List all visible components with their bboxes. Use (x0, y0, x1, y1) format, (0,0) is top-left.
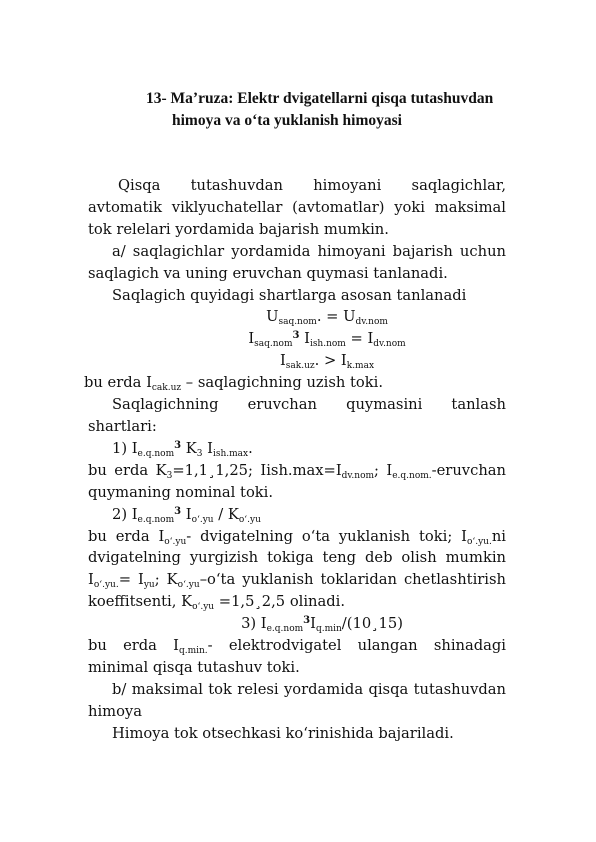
conditions-intro: Saqlagich quyidagi shartlarga asosan tanlanadi (112, 286, 467, 304)
where-breaking-current: bu erda $I_{cak.uz}$ – saqlagichning uzish toki. (84, 374, 384, 394)
lecture-title-line1: 13- Ma’ruza: Elektr dvigatellarni qisqa tutashuvdan (146, 90, 494, 107)
formula-current-nominal: $I_{saq.nom}^3$ $I_{ish.nom} = I_{dv.nom}$ (248, 330, 406, 350)
where-condition-3: bu erda $I_{q.min.}-$ elektrodvigatel ulangan shinadagi minimal qisqa tutashuv toki. (88, 637, 506, 676)
where-condition-2: bu erda $I_{o‘.yu}-$ dvigatelning o‘ta yuklanish toki; $I_{o‘.yu.}ni$ dvigatelning yurgizish tokiga teng deb olish mumkin $I_{o‘.yu.}= I_{yu}$; $K_{o‘.yu}-o‘ta$ yuklanish toklaridan chetlashtirish koeffitsenti, $K_{o‘.yu}$ =1,5¸2,5 olinadi. (88, 527, 507, 613)
item-a-paragraph: a/ saqlagichlar yordamida himoyani bajarish uchun saqlagich va uning eruvchan quymasi tanlanadi. (88, 242, 506, 282)
condition-2: 2) $I_{e.q.nom}^3$ $I_{o‘.yu} / K_{o‘.yu}$ (112, 505, 261, 525)
where-condition-1: bu erda $K_3=1,1¸1,25$; $Iish.\max=I_{dv.nom}$; $I_{e.q.nom.}$-eruvchan quymaning nominal toki. (88, 461, 506, 501)
fuse-conditions-heading: Saqlagichning eruvchan quymasini tanlash shartlari: (88, 396, 506, 435)
document-body (84, 175, 507, 745)
formula-breaking-current: $I_{sak.uz}$. > $I_{k.max}$ (279, 352, 375, 372)
condition-1: 1) $I_{e.q.nom}^3$ $K_3$ $I_{ish.max}$. (112, 439, 253, 459)
lecture-title-line2: himoya va o‘ta yuklanish himoyasi (172, 112, 402, 129)
formula-voltage: $U_{saq.nom}$. = $U_{dv.nom}$ (266, 308, 388, 328)
intro-paragraph: Qisqa tutashuvdan himoyani saqlagichlar, avtomatik viklyuchatellar (avtomatlar) yoki maksimal tok relelari yordamida bajarish mumkin. (88, 177, 506, 238)
closing-paragraph: Himoya tok otsechkasi ko‘rinishida bajariladi. (112, 724, 454, 742)
item-b-paragraph: b/ maksimal tok relesi yordamida qisqa tutashuvdan himoya (88, 680, 506, 720)
condition-3: 3) $I_{e.q.nom}^3I_{q.min}/(10¸15)$ (241, 615, 403, 635)
